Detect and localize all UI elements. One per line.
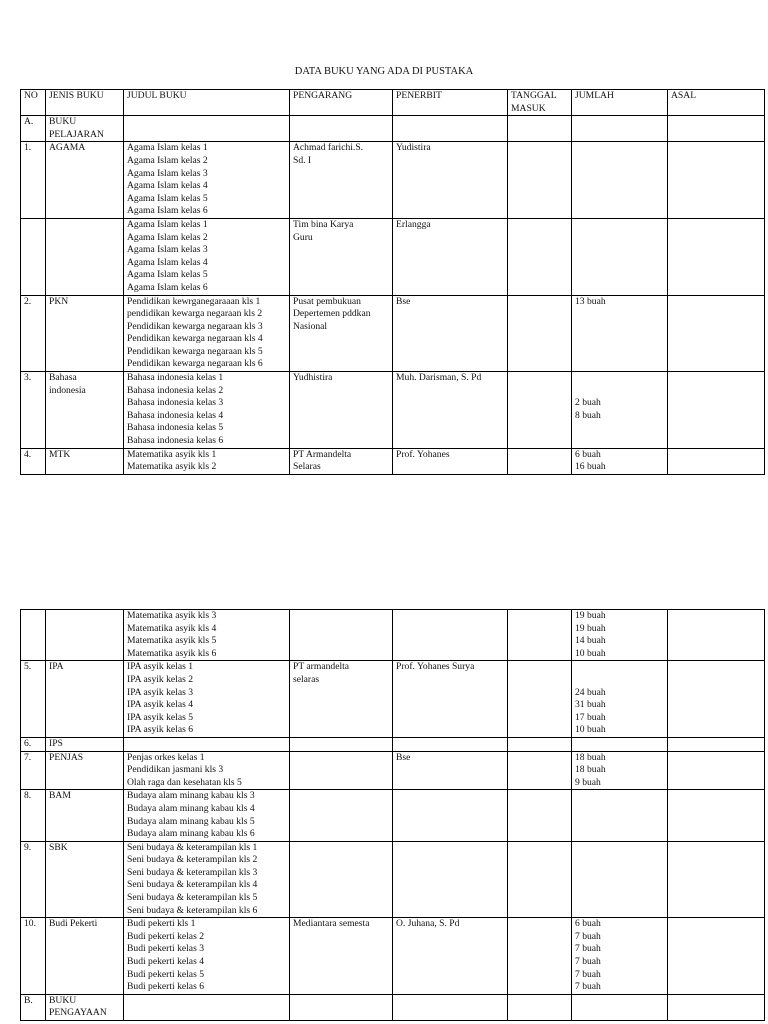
cell-jenis (46, 661, 124, 738)
table-row (21, 295, 765, 372)
cell-text: Bahasa indonesia kelas 3 (127, 397, 224, 409)
cell-text: IPS (49, 737, 63, 749)
cell-jumlah (572, 448, 668, 474)
cell-text: PT Armandelta (293, 448, 352, 460)
cell-jumlah (572, 142, 668, 219)
cell-text: Nasional (293, 320, 328, 332)
cell-text (575, 385, 664, 398)
cell-tanggal (508, 448, 572, 474)
header-penerbit: PENERBIT (393, 90, 508, 116)
cell-pengarang (290, 116, 393, 142)
cell-pengarang (290, 218, 393, 295)
cell-judul (124, 751, 290, 790)
cell-no (21, 372, 46, 449)
cell-asal (668, 751, 765, 790)
cell-no (21, 790, 46, 841)
cell-tanggal (508, 218, 572, 295)
cell-text: A. (24, 116, 34, 128)
book-table-page1 (20, 89, 765, 475)
table-row (21, 372, 765, 449)
cell-text: AGAMA (49, 142, 86, 154)
cell-jumlah (572, 790, 668, 841)
cell-text: Tim bina Karya (293, 218, 354, 230)
cell-pengarang (290, 994, 393, 1020)
cell-text: Agama Islam kelas 5 (127, 269, 208, 281)
cell-no (21, 661, 46, 738)
header-judul-buku: JUDUL BUKU (124, 90, 290, 116)
cell-pengarang (290, 448, 393, 474)
cell-text: Matematika asyik kls 1 (127, 448, 217, 460)
cell-penerbit (393, 790, 508, 841)
cell-text: BUKU (49, 116, 77, 128)
cell-text: 6 buah (575, 918, 601, 930)
cell-jumlah (572, 610, 668, 661)
cell-text: Agama Islam kelas 2 (127, 231, 208, 243)
cell-text (24, 610, 42, 623)
table-row (21, 918, 765, 995)
cell-text: 10. (24, 918, 36, 930)
cell-text: Muh. Darisman, S. Pd (396, 372, 482, 384)
cell-text: Bse (396, 751, 411, 763)
cell-judul (124, 372, 290, 449)
cell-text: Olah raga dan kesehatan kls 5 (127, 776, 242, 788)
cell-jenis (46, 994, 124, 1020)
cell-no (21, 218, 46, 295)
cell-text: Matematika asyik kls 6 (127, 647, 217, 659)
cell-text: Pendidikan kewarga negaraan kls 6 (127, 358, 263, 370)
cell-text: Agama Islam kelas 2 (127, 154, 208, 166)
cell-penerbit (393, 372, 508, 449)
cell-jumlah (572, 116, 668, 142)
cell-text: Budi pekerti kelas 3 (127, 943, 204, 955)
cell-text: SBK (49, 841, 68, 853)
cell-text: Budaya alam minang kabau kls 4 (127, 802, 255, 814)
cell-penerbit (393, 661, 508, 738)
cell-text: 10 buah (575, 647, 606, 659)
cell-judul (124, 994, 290, 1020)
cell-jumlah (572, 994, 668, 1020)
cell-text: 6 buah (575, 448, 601, 460)
cell-text: Pendidikan kewarga negaraan kls 4 (127, 333, 263, 345)
cell-judul (124, 295, 290, 372)
cell-text: Agama Islam kelas 6 (127, 281, 208, 293)
cell-tanggal (508, 751, 572, 790)
cell-text: Prof. Yohanes Surya (396, 661, 475, 673)
cell-tanggal (508, 295, 572, 372)
cell-penerbit (393, 841, 508, 918)
cell-no (21, 994, 46, 1020)
cell-text: 7 buah (575, 956, 601, 968)
cell-text: IPA asyik kelas 6 (127, 724, 194, 736)
cell-text: 31 buah (575, 699, 606, 711)
cell-text: 7 buah (575, 930, 601, 942)
cell-text: 7 buah (575, 968, 601, 980)
cell-text: Seni budaya & keterampilan kls 5 (127, 892, 258, 904)
cell-text: B. (24, 994, 33, 1006)
cell-text: Agama Islam kelas 5 (127, 192, 208, 204)
cell-text: 3. (24, 372, 32, 384)
cell-text: pendidikan kewarga negaraan kls 2 (127, 308, 263, 320)
cell-text: Seni budaya & keterampilan kls 2 (127, 854, 258, 866)
cell-pengarang (290, 372, 393, 449)
cell-text: Agama Islam kelas 6 (127, 205, 208, 217)
header-asal: ASAL (668, 90, 765, 116)
cell-text (575, 674, 664, 687)
cell-pengarang (290, 841, 393, 918)
table-row (21, 142, 765, 219)
cell-asal (668, 790, 765, 841)
cell-text: Budaya alam minang kabau kls 6 (127, 828, 255, 840)
cell-judul (124, 218, 290, 295)
cell-asal (668, 372, 765, 449)
table-row (21, 218, 765, 295)
table-row (21, 790, 765, 841)
cell-no (21, 737, 46, 751)
cell-asal (668, 841, 765, 918)
cell-text: Pendidikan jasmani kls 3 (127, 764, 224, 776)
cell-text: BUKU (49, 994, 77, 1006)
cell-text: Agama Islam kelas 3 (127, 244, 208, 256)
cell-text: 2. (24, 295, 32, 307)
cell-text: Budi pekerti kelas 5 (127, 968, 204, 980)
cell-text: 18 buah (575, 764, 606, 776)
table-row (21, 751, 765, 790)
cell-asal (668, 661, 765, 738)
cell-no (21, 841, 46, 918)
cell-text: IPA asyik kelas 5 (127, 711, 194, 723)
cell-penerbit (393, 116, 508, 142)
cell-pengarang (290, 295, 393, 372)
cell-text: 19 buah (575, 622, 606, 634)
cell-text: Matematika asyik kls 3 (127, 610, 217, 621)
cell-text: Budi pekerti kelas 6 (127, 981, 204, 993)
cell-penerbit (393, 142, 508, 219)
cell-tanggal (508, 841, 572, 918)
cell-text: 8 buah (575, 409, 601, 421)
cell-asal (668, 610, 765, 661)
table-row (21, 737, 765, 751)
cell-text: Agama Islam kelas 3 (127, 167, 208, 179)
cell-pengarang (290, 661, 393, 738)
cell-no (21, 751, 46, 790)
cell-text: PENJAS (49, 751, 84, 763)
cell-judul (124, 448, 290, 474)
cell-text: Seni budaya & keterampilan kls 6 (127, 904, 258, 916)
cell-text: Yudistira (396, 142, 431, 154)
cell-jumlah (572, 918, 668, 995)
cell-pengarang (290, 142, 393, 219)
cell-text: 10 buah (575, 724, 606, 736)
cell-asal (668, 142, 765, 219)
cell-jenis (46, 116, 124, 142)
cell-text: Bahasa indonesia kelas 1 (127, 372, 224, 384)
cell-text: 16 buah (575, 461, 606, 473)
cell-penerbit (393, 994, 508, 1020)
cell-judul (124, 142, 290, 219)
cell-jumlah (572, 841, 668, 918)
cell-text: 13 buah (575, 295, 606, 307)
table-row (21, 116, 765, 142)
cell-text: Bahasa indonesia kelas 6 (127, 435, 224, 447)
cell-jumlah (572, 218, 668, 295)
cell-text: Bahasa indonesia kelas 4 (127, 409, 224, 421)
cell-text: IPA asyik kelas 3 (127, 686, 194, 698)
cell-text: 1. (24, 142, 32, 154)
cell-jenis (46, 751, 124, 790)
cell-text: Selaras (293, 461, 321, 473)
cell-asal (668, 918, 765, 995)
cell-text: 2 buah (575, 397, 601, 409)
cell-jenis (46, 448, 124, 474)
cell-jenis (46, 142, 124, 219)
cell-no (21, 295, 46, 372)
cell-text: 7 buah (575, 981, 601, 993)
header-tanggal-masuk: TANGGAL MASUK (508, 90, 572, 116)
cell-text: Matematika asyik kls 5 (127, 635, 217, 647)
cell-text (575, 661, 664, 674)
cell-text: 8. (24, 790, 32, 802)
cell-text: Matematika asyik kls 4 (127, 622, 217, 634)
table-row (21, 610, 765, 661)
cell-text: Pendidikan kewarga negaraan kls 3 (127, 320, 263, 332)
cell-text: Agama Islam kelas 4 (127, 256, 208, 268)
cell-pengarang (290, 737, 393, 751)
cell-text (24, 219, 42, 232)
cell-tanggal (508, 372, 572, 449)
header-jenis-buku: JENIS BUKU (46, 90, 124, 116)
cell-text: IPA asyik kelas 1 (127, 661, 194, 673)
cell-judul (124, 737, 290, 751)
cell-judul (124, 841, 290, 918)
cell-jenis (46, 918, 124, 995)
cell-tanggal (508, 116, 572, 142)
header-row (21, 90, 765, 116)
cell-tanggal (508, 610, 572, 661)
cell-text: Bahasa indonesia kelas 5 (127, 422, 224, 434)
cell-text: Budi pekerti kelas 4 (127, 956, 204, 968)
cell-judul (124, 790, 290, 841)
cell-pengarang (290, 790, 393, 841)
cell-no (21, 142, 46, 219)
cell-pengarang (290, 751, 393, 790)
cell-penerbit (393, 751, 508, 790)
cell-tanggal (508, 918, 572, 995)
cell-jenis (46, 218, 124, 295)
cell-jenis (46, 295, 124, 372)
cell-text: 5. (24, 661, 32, 673)
cell-text: Agama Islam kelas 1 (127, 142, 208, 154)
cell-jumlah (572, 751, 668, 790)
cell-text: Penjas orkes kelas 1 (127, 751, 205, 763)
cell-text: Seni budaya & keterampilan kls 4 (127, 879, 258, 891)
cell-text: Pendidikan kewrganegaraaan kls 1 (127, 295, 261, 307)
cell-text: IPA (49, 661, 64, 673)
cell-text: MTK (49, 448, 71, 460)
cell-text: 18 buah (575, 751, 606, 763)
cell-penerbit (393, 295, 508, 372)
cell-penerbit (393, 610, 508, 661)
cell-text: 4. (24, 448, 32, 460)
cell-text: Agama Islam kelas 4 (127, 180, 208, 192)
cell-text: Agama Islam kelas 1 (127, 218, 208, 230)
cell-text: 17 buah (575, 711, 606, 723)
cell-tanggal (508, 661, 572, 738)
cell-pengarang (290, 918, 393, 995)
cell-text: Budi Pekerti (49, 918, 98, 930)
cell-text: 7 buah (575, 943, 601, 955)
cell-jumlah (572, 372, 668, 449)
cell-text: 6. (24, 737, 32, 749)
cell-text: Pendidikan kewarga negaraan kls 5 (127, 345, 263, 357)
cell-text: PT armandelta (293, 661, 350, 673)
cell-no (21, 918, 46, 995)
cell-text: 19 buah (575, 610, 606, 621)
cell-judul (124, 116, 290, 142)
table-row (21, 841, 765, 918)
cell-jenis (46, 610, 124, 661)
document-title: DATA BUKU YANG ADA DI PUSTAKA (294, 66, 474, 77)
cell-no (21, 116, 46, 142)
cell-tanggal (508, 994, 572, 1020)
cell-text: Erlangga (396, 218, 431, 230)
book-table-page2 (20, 609, 765, 1021)
cell-text: indonesia (49, 384, 86, 396)
cell-text (575, 372, 664, 385)
cell-penerbit (393, 448, 508, 474)
cell-penerbit (393, 918, 508, 995)
cell-text: Yudhistira (293, 372, 333, 384)
cell-text: 9 buah (575, 776, 601, 788)
cell-text: Seni budaya & keterampilan kls 1 (127, 841, 258, 853)
cell-text: Achmad farichi.S. (293, 142, 364, 154)
cell-text: Depertemen pddkan (293, 308, 371, 320)
cell-text: BAM (49, 790, 71, 802)
cell-jenis (46, 372, 124, 449)
cell-jenis (46, 737, 124, 751)
table-row (21, 448, 765, 474)
cell-text: selaras (293, 673, 320, 685)
cell-pengarang (290, 610, 393, 661)
cell-text: Matematika asyik kls 2 (127, 461, 217, 473)
cell-text: PENGAYAAN (49, 1007, 107, 1019)
cell-text: 24 buah (575, 686, 606, 698)
cell-text: Guru (293, 231, 313, 243)
cell-text: Sd. I (293, 154, 312, 166)
cell-text: IPA asyik kelas 2 (127, 673, 194, 685)
cell-text: Seni budaya & keterampilan kls 3 (127, 866, 258, 878)
cell-text: Budaya alam minang kabau kls 5 (127, 815, 255, 827)
cell-jenis (46, 841, 124, 918)
cell-jenis (46, 790, 124, 841)
cell-judul (124, 918, 290, 995)
cell-text: Budi pekerti kelas 2 (127, 930, 204, 942)
cell-asal (668, 116, 765, 142)
table-row (21, 994, 765, 1020)
cell-jumlah (572, 661, 668, 738)
header-no: NO (21, 90, 46, 116)
cell-tanggal (508, 142, 572, 219)
cell-asal (668, 295, 765, 372)
cell-text: Budi pekerti kls 1 (127, 918, 196, 930)
cell-text: PKN (49, 295, 69, 307)
cell-text: O. Juhana, S. Pd (396, 918, 460, 930)
cell-text: 7. (24, 751, 32, 763)
cell-jumlah (572, 295, 668, 372)
header-jumlah: JUMLAH (572, 90, 668, 116)
cell-text: IPA asyik kelas 4 (127, 699, 194, 711)
cell-text: Bahasa (49, 372, 77, 384)
cell-text: Bahasa indonesia kelas 2 (127, 384, 224, 396)
cell-asal (668, 448, 765, 474)
cell-text: PELAJARAN (49, 128, 104, 140)
cell-penerbit (393, 218, 508, 295)
table-row (21, 661, 765, 738)
cell-judul (124, 610, 290, 661)
cell-text: 14 buah (575, 635, 606, 647)
cell-text: Budaya alam minang kabau kls 3 (127, 790, 255, 802)
cell-tanggal (508, 790, 572, 841)
cell-tanggal (508, 737, 572, 751)
cell-asal (668, 994, 765, 1020)
cell-text: Mediantara semesta (293, 918, 370, 930)
cell-asal (668, 737, 765, 751)
cell-jumlah (572, 737, 668, 751)
cell-text: Pusat pembukuan (293, 295, 361, 307)
cell-penerbit (393, 737, 508, 751)
cell-text: Prof. Yohanes (396, 448, 450, 460)
cell-judul (124, 661, 290, 738)
cell-text: 9. (24, 841, 32, 853)
cell-no (21, 610, 46, 661)
header-pengarang: PENGARANG (290, 90, 393, 116)
cell-text: Bse (396, 295, 411, 307)
cell-no (21, 448, 46, 474)
cell-asal (668, 218, 765, 295)
